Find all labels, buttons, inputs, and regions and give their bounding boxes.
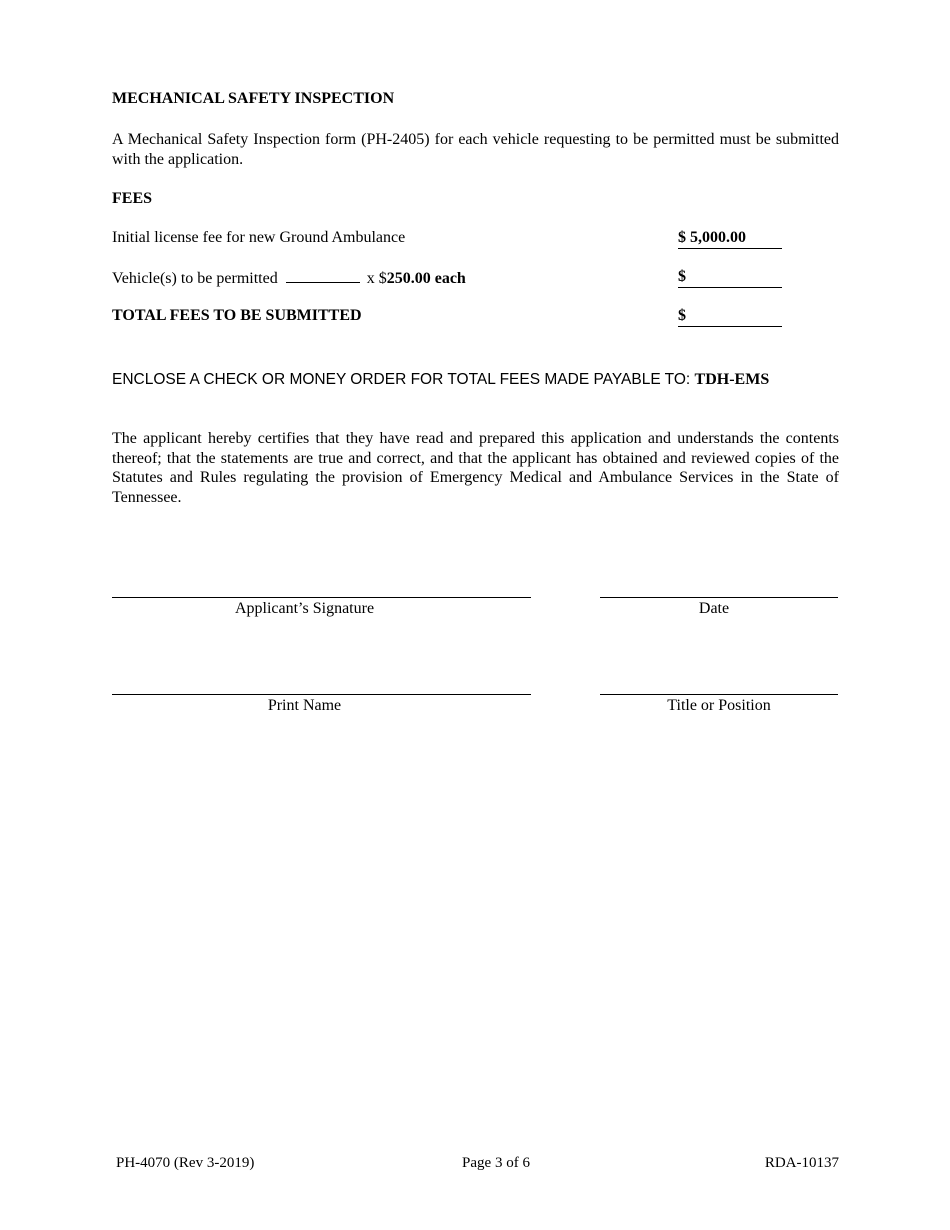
initial-fee-amount-field bbox=[678, 229, 782, 249]
date-label: Date bbox=[698, 600, 730, 617]
applicant-signature-line[interactable] bbox=[112, 597, 531, 598]
vehicle-fee-amount-field[interactable] bbox=[678, 268, 782, 288]
footer-form-number: PH-4070 (Rev 3-2019) bbox=[116, 1155, 255, 1171]
certification-text: The applicant hereby certifies that they have read and prepared this application and understands the contents thereof; that the statements are true and correct, and that the applicant has obtained and reviewed copies of the Statutes and Rules regulating the provision of Emergency Medical and Ambulance Services in the State of Tennessee. bbox=[112, 430, 839, 506]
mechanical-heading: MECHANICAL SAFETY INSPECTION bbox=[112, 90, 395, 107]
date-line[interactable] bbox=[600, 597, 838, 598]
total-fee-amount-field[interactable] bbox=[678, 307, 782, 327]
payee: TDH-EMS bbox=[694, 371, 770, 388]
total-fees-label: TOTAL FEES TO BE SUBMITTED bbox=[112, 307, 362, 324]
applicant-signature-label: Applicant’s Signature bbox=[234, 600, 375, 617]
total-fee-dollar: $ bbox=[678, 307, 686, 324]
enclose-instruction bbox=[112, 371, 769, 389]
fees-heading: FEES bbox=[112, 190, 153, 207]
vehicle-fee-dollar: $ bbox=[678, 268, 686, 285]
vehicle-quantity-field[interactable] bbox=[286, 268, 360, 283]
print-name-line[interactable] bbox=[112, 694, 531, 695]
title-position-line[interactable] bbox=[600, 694, 838, 695]
footer-page-number: Page 3 of 6 bbox=[462, 1155, 530, 1171]
vehicle-fee-label: Vehicle(s) to be permitted bbox=[112, 270, 278, 287]
print-name-label: Print Name bbox=[267, 697, 342, 714]
footer-rda-number: RDA-10137 bbox=[764, 1155, 839, 1171]
vehicle-rate-prefix: x $ bbox=[366, 270, 387, 287]
enclose-text: ENCLOSE A CHECK OR MONEY ORDER FOR TOTAL FEES MADE PAYABLE TO: bbox=[112, 371, 695, 388]
vehicle-rate: 250.00 each bbox=[386, 270, 466, 287]
initial-fee-label: Initial license fee for new Ground Ambulance bbox=[112, 229, 406, 246]
mechanical-text: A Mechanical Safety Inspection form (PH-2405) for each vehicle requesting to be permitted must be submitted with the application. bbox=[112, 131, 839, 168]
vehicle-fee-row bbox=[112, 268, 466, 288]
initial-fee-amount: $ 5,000.00 bbox=[678, 229, 746, 246]
title-position-label: Title or Position bbox=[667, 697, 771, 714]
